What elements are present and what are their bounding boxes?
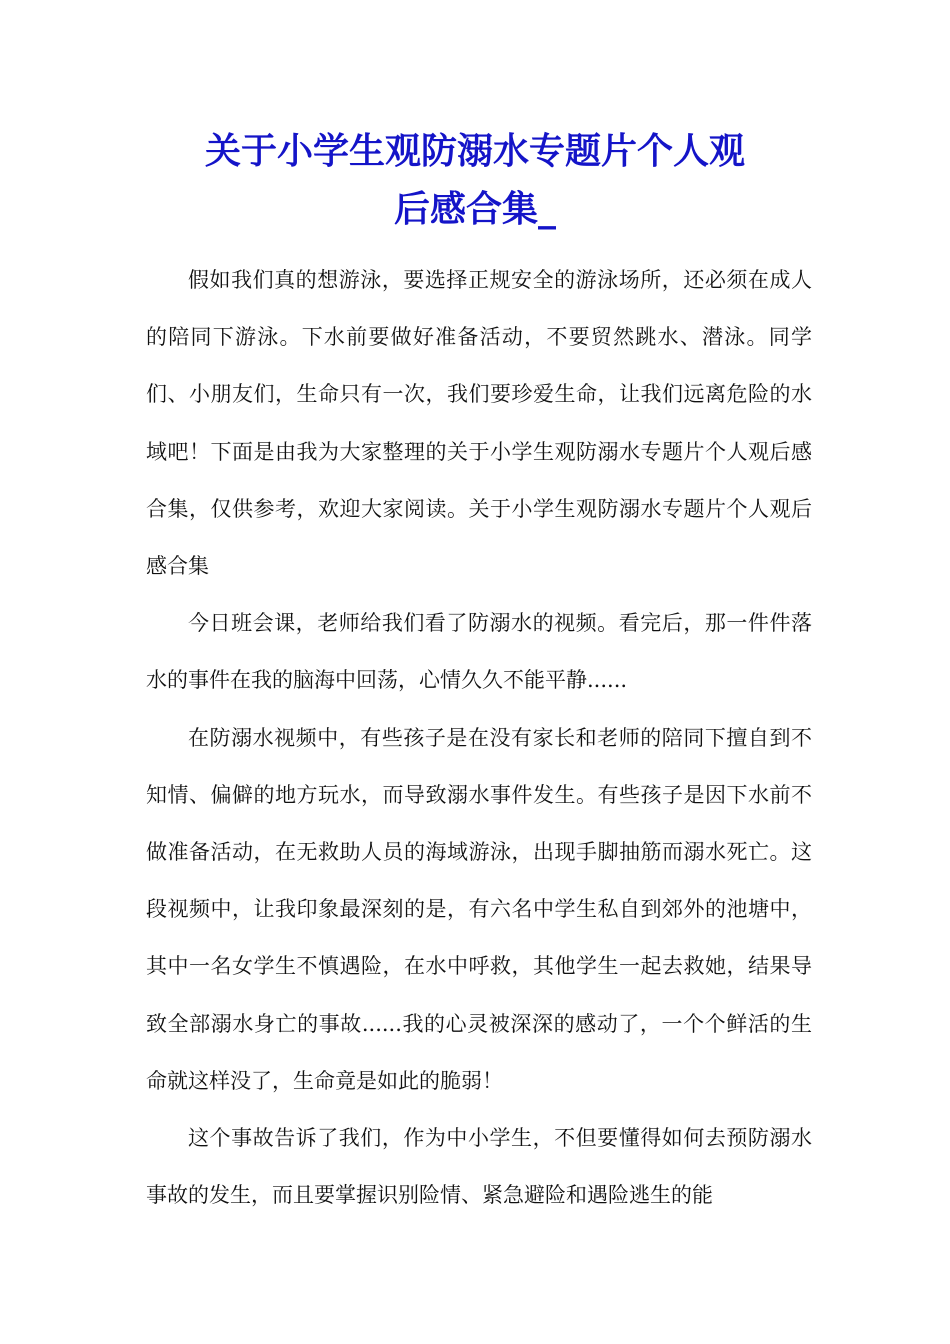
title-line-2: 后感合集_ bbox=[393, 188, 556, 230]
paragraph-2: 今日班会课，老师给我们看了防溺水的视频。看完后，那一件件落水的事件在我的脑海中回荡，心情久久不能平静...... bbox=[146, 611, 812, 693]
paragraph-3: 在防溺水视频中，有些孩子是在没有家长和老师的陪同下擅自到不知情、偏僻的地方玩水，而导致溺水事件发生。有些孩子是因下水前不做准备活动，在无救助人员的海域游泳，出现手脚抽筋而溺水死亡。这段视频中，让我印象最深刻的是，有六名中学生私自到郊外的池塘中，其中一名女学生不慎遇险，在水中呼救，其他学生一起去救她，结果导致全部溺水身亡的事故......我的心灵被深深的感动了，一个个鲜活的生命就这样没了，生命竟是如此的脆弱！ bbox=[146, 725, 812, 1093]
paragraph-1: 假如我们真的想游泳，要选择正规安全的游泳场所，还必须在成人的陪同下游泳。下水前要做好准备活动，不要贸然跳水、潜泳。同学们、小朋友们，生命只有一次，我们要珍爱生命，让我们远离危险的水域吧！下面是由我为大家整理的关于小学生观防溺水专题片个人观后感合集，仅供参考，欢迎大家阅读。关于小学生观防溺水专题片个人观后感合集 bbox=[146, 268, 812, 579]
paragraph-4: 这个事故告诉了我们，作为中小学生，不但要懂得如何去预防溺水事故的发生，而且要掌握识别险情、紧急避险和遇险逃生的能 bbox=[146, 1126, 812, 1208]
document-body bbox=[146, 252, 812, 1224]
title-line-1: 关于小学生观防溺水专题片个人观 bbox=[204, 130, 745, 172]
document-title bbox=[120, 122, 830, 238]
